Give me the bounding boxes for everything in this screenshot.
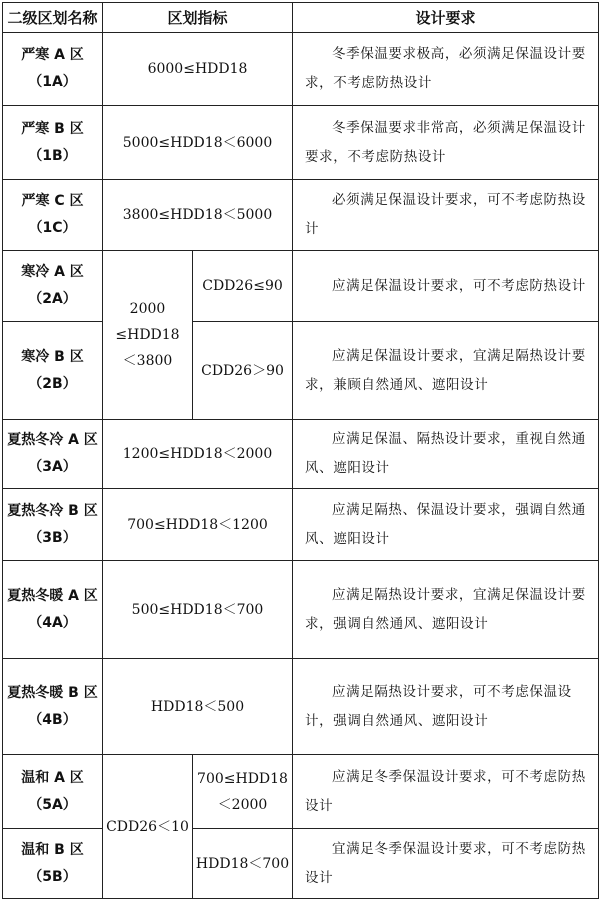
merged-cold-index-line2: ≤HDD18 (115, 327, 180, 343)
merged-cold-index (103, 251, 193, 420)
zone-name-line1: 夏热冬暖 B 区 (7, 684, 98, 701)
zone-name-line2: （3B） (28, 529, 77, 546)
zone-name (3, 322, 103, 420)
table-row (3, 829, 599, 899)
zone-index: 6000≤HDD18 (103, 33, 293, 106)
design-requirement: 必须满足保温设计要求，可不考虑防热设计 (293, 180, 599, 251)
zone-name (3, 659, 103, 755)
table-header-row (3, 3, 599, 33)
zone-sub-index: HDD18＜700 (193, 829, 293, 899)
table-row (3, 251, 599, 322)
design-requirement: 应满足保温设计要求，可不考虑防热设计 (293, 251, 599, 322)
table-row (3, 755, 599, 829)
design-requirement: 宜满足冬季保温设计要求，可不考虑防热设计 (293, 829, 599, 899)
zone-index: 1200≤HDD18＜2000 (103, 420, 293, 489)
table-row (3, 180, 599, 251)
zone-name (3, 251, 103, 322)
merged-mild-index: CDD26＜10 (103, 755, 193, 899)
zone-sub-index (193, 755, 293, 829)
zone-index: HDD18＜500 (103, 659, 293, 755)
merged-cold-index-line1: 2000 (129, 301, 166, 317)
table-row (3, 561, 599, 659)
zone-name-line2: （4B） (28, 711, 77, 728)
table-row (3, 322, 599, 420)
design-requirement: 应满足冬季保温设计要求，可不考虑防热设计 (293, 755, 599, 829)
zone-name: 严寒 C 区（1C） (3, 180, 103, 251)
zone-index: 700≤HDD18＜1200 (103, 489, 293, 561)
zone-name: 严寒 B 区（1B） (3, 106, 103, 180)
design-requirement: 冬季保温要求极高，必须满足保温设计要求，不考虑防热设计 (293, 33, 599, 106)
zone-name-line1: 寒冷 A 区 (21, 264, 84, 280)
design-requirement: 应满足隔热设计要求，宜满足保温设计要求，强调自然通风、遮阳设计 (293, 561, 599, 659)
zone-name-line1: 寒冷 B 区 (21, 348, 84, 365)
zone-name-line2: （2A） (28, 291, 77, 307)
table-row (3, 420, 599, 489)
design-requirement: 应满足保温设计要求，宜满足隔热设计要求，兼顾自然通风、遮阳设计 (293, 322, 599, 420)
zone-name-line2: （5A） (28, 796, 77, 813)
zone-name: 严寒 A 区（1A） (3, 33, 103, 106)
zone-sub-index-line2: ＜2000 (217, 796, 268, 813)
zone-name-line1: 温和 B 区 (21, 841, 84, 858)
zone-name (3, 829, 103, 899)
zone-name-line1: 温和 A 区 (21, 769, 84, 786)
table-row (3, 33, 599, 106)
zone-name-line2: （2B） (28, 375, 77, 392)
zone-sub-index: CDD26≤90 (193, 251, 293, 322)
design-requirement: 应满足隔热设计要求，可不考虑保温设计，强调自然通风、遮阳设计 (293, 659, 599, 755)
zone-index: 5000≤HDD18＜6000 (103, 106, 293, 180)
table-row (3, 106, 599, 180)
merged-cold-index-line3: ＜3800 (122, 353, 173, 369)
zone-name-line1: 夏热冬冷 B 区 (7, 502, 98, 519)
zone-name (3, 561, 103, 659)
zone-name (3, 489, 103, 561)
zone-name-line1: 夏热冬暖 A 区 (7, 587, 98, 604)
zone-sub-index-line1: 700≤HDD18 (197, 770, 288, 787)
table-row (3, 659, 599, 755)
zone-sub-index: CDD26＞90 (193, 322, 293, 420)
zone-name-line2: （4A） (28, 614, 77, 631)
zone-name-line1: 夏热冬冷 A 区 (7, 432, 98, 448)
zone-name (3, 755, 103, 829)
table-row (3, 489, 599, 561)
zone-name-line2: （3A） (28, 459, 77, 475)
zone-index: 500≤HDD18＜700 (103, 561, 293, 659)
design-requirement: 应满足保温、隔热设计要求，重视自然通风、遮阳设计 (293, 420, 599, 489)
design-requirement: 冬季保温要求非常高，必须满足保温设计要求，不考虑防热设计 (293, 106, 599, 180)
header-zone-index: 区划指标 (103, 3, 293, 33)
header-zone-name: 二级区划名称 (3, 3, 103, 33)
design-requirement: 应满足隔热、保温设计要求，强调自然通风、遮阳设计 (293, 489, 599, 561)
zone-index: 3800≤HDD18＜5000 (103, 180, 293, 251)
zone-name-line2: （5B） (28, 868, 77, 885)
header-design-requirement: 设计要求 (293, 3, 599, 33)
zone-name (3, 420, 103, 489)
climate-zone-table (2, 2, 599, 899)
